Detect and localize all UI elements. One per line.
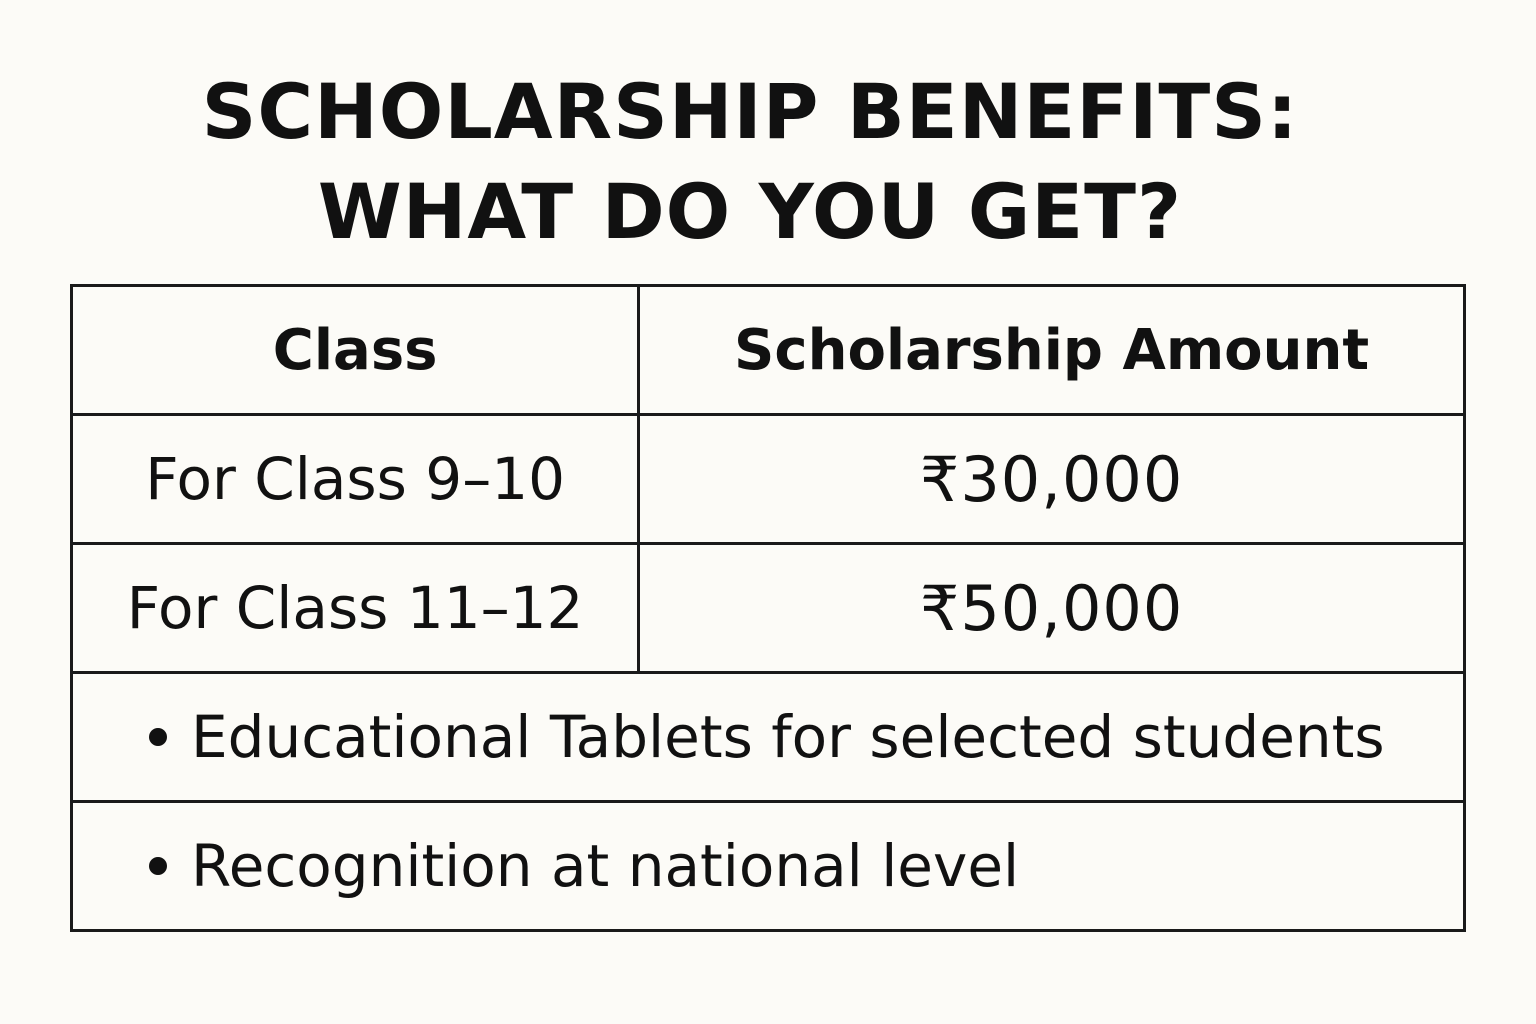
header-class: Class <box>72 286 639 415</box>
title-line-2: WHAT DO YOU GET? <box>317 167 1183 256</box>
class-cell: For Class 11–12 <box>72 544 639 673</box>
benefit-item <box>72 673 1465 802</box>
title-line-1: SCHOLARSHIP BENEFITS: <box>201 67 1299 156</box>
benefit-text: Recognition at national level <box>191 832 1020 900</box>
header-scholarship-amount: Scholarship Amount <box>639 286 1465 415</box>
benefit-row <box>72 802 1465 931</box>
benefit-item <box>72 802 1465 931</box>
bullet-icon <box>149 728 167 746</box>
bullet-icon <box>149 857 167 875</box>
table-header-row <box>72 286 1465 415</box>
table-row <box>72 544 1465 673</box>
table-row <box>72 415 1465 544</box>
page-title <box>0 62 1500 262</box>
amount-cell: ₹30,000 <box>639 415 1465 544</box>
class-cell: For Class 9–10 <box>72 415 639 544</box>
amount-cell: ₹50,000 <box>639 544 1465 673</box>
benefit-text: Educational Tablets for selected students <box>191 703 1385 771</box>
scholarship-table <box>70 284 1466 932</box>
benefit-row <box>72 673 1465 802</box>
